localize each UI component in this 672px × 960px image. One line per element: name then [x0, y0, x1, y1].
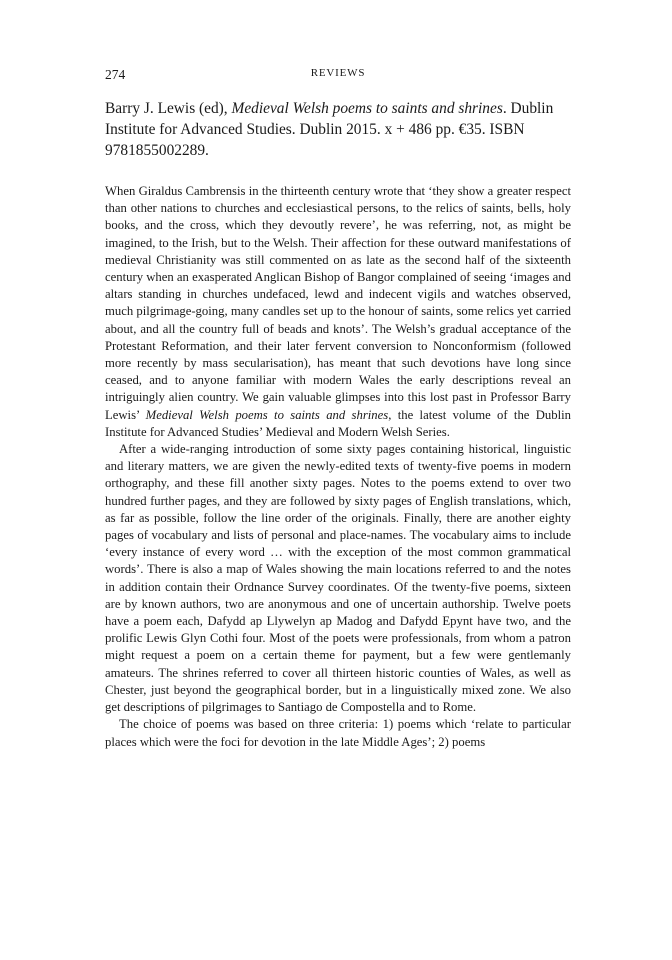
paragraph-1-text-b: , the latest volume of the Dublin Institute for Advanced Studies’ Medieval and Modern Welsh Series. [105, 407, 571, 439]
paragraph-1-book-title: Medieval Welsh poems to saints and shrines [145, 407, 389, 422]
running-header [105, 64, 571, 86]
review-paragraph-2: After a wide-ranging introduction of some sixty pages containing historical, linguistic and literary matters, we are given the newly-edited texts of twenty-five poems in modern orthography, and these fill another sixty pages. Notes to the poems extend to over two hundred further pages, and they are followed by sixty pages of English translations, which, as far as possible, follow the line order of the originals. Finally, there are another eighty pages of vocabulary and lists of personal and place-names. The vocabulary aims to include ‘every instance of every word … with the exception of the most common grammatical words’. There is also a map of Wales showing the main locations referred to and the notes in addition contain their Ordnance Survey coordinates. Of the twenty-five poems, sixteen are by known authors, two are anonymous and one of uncertain authorship. Twelve poets have a poem each, Dafydd ap Llywelyn ap Madog and Dafydd Epynt have two, and the prolific Lewis Glyn Cothi four. Most of the poets were professionals, from whom a patron might request a poem on a certain theme for payment, but a few were gentlemanly amateurs. The shrines referred to cover all thirteen historic counties of Wales, as well as Chester, just beyond the geographical border, but in a linguistically mixed zone. We also get descriptions of pilgrimages to Santiago de Compostella and to Rome. [105, 442, 571, 715]
review-paragraph-3: The choice of poems was based on three criteria: 1) poems which ‘relate to particular places which were the foci for devotion in the late Middle Ages’; 2) poems [105, 717, 571, 749]
review-paragraph-1 [105, 183, 571, 441]
review-body [105, 183, 571, 751]
section-title: REVIEWS [310, 67, 366, 79]
citation-author: Barry J. Lewis (ed), [105, 100, 232, 117]
citation-publication-details: . Dublin Institute for Advanced Studies. Dublin 2015. x + 486 pp. €35. ISBN 9781855002289. [105, 100, 554, 159]
book-citation [105, 98, 571, 161]
page-number: 274 [105, 67, 126, 82]
citation-book-title: Medieval Welsh poems to saints and shrines [231, 100, 503, 117]
document-page [105, 64, 571, 751]
paragraph-1-text-a: When Giraldus Cambrensis in the thirteenth century wrote that ‘they show a greater respect than other nations to churches and ecclesiastical persons, to the relics of saints, bells, holy books, and the cross, which they devoutly revere’, he was referring, not, as might be imagined, to the Irish, but to the Welsh. Their affection for these outward manifestations of medieval Christianity was still commented on as late as the second half of the sixteenth century when an exasperated Anglican Bishop of Bangor complained of seeing ‘images and altars standing in churches undefaced, lewd and indecent vigils and watches observed, much pilgrimage-going, many candles set up to the honour of saints, some relics yet carried about, and all the country full of beads and knots’. The Welsh’s gradual acceptance of the Protestant Reformation, and their later fervent conversion to Nonconformism (followed more recently by mass secularisation), has meant that such devotions have long since ceased, and to anyone familiar with modern Wales the early descriptions reveal an intriguingly alien country. We gain valuable glimpses into this lost past in Professor Barry Lewis’ [105, 184, 571, 422]
